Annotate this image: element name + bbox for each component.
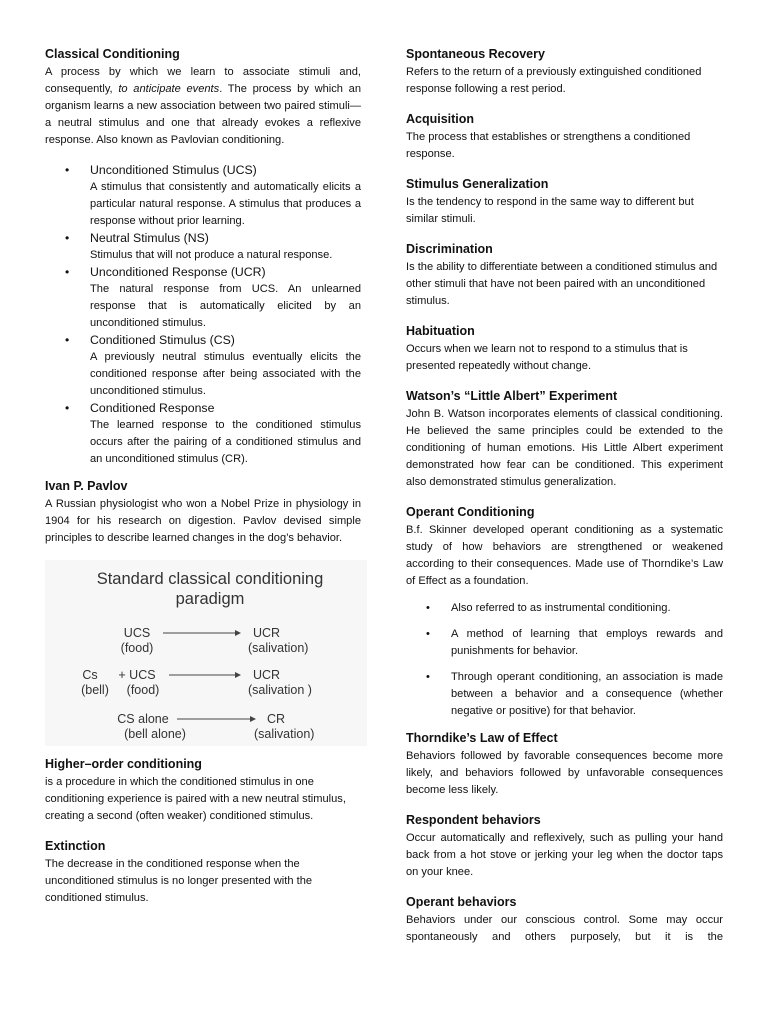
bullet-icon: • [426,602,430,614]
term-definition: The learned response to the conditioned stimulus occurs after the pairing of a conditioned stimulus and an unconditioned stimulus (CR). [90,419,361,465]
respondent-behaviors-text: Occur automatically and reflexively, such as pulling your hand back from a hot stove or jerking your leg when the doctor taps on your knee. [406,832,723,878]
acquisition-heading: Acquisition [406,112,475,126]
higher-order-text: is a procedure in which the conditioned stimulus in one conditioning experience is paired with a new neutral stimulus, creating a second (often weaker) conditioned stimulus. [45,776,346,822]
row1-response: UCR [253,626,281,640]
pavlov-section [45,478,361,547]
term-item [45,230,361,264]
row2-arrowhead-icon [235,672,241,678]
paradigm-svg [45,560,367,746]
operant-bullet-list [406,600,723,720]
habituation-heading: Habituation [406,324,475,338]
respondent-behaviors-section [406,812,723,881]
classical-text-a: A process by which we learn to associate stimuli and, consequently, [45,66,361,95]
term-label: Unconditioned Stimulus (UCS) [90,163,257,177]
conditioning-paradigm-diagram [45,560,367,746]
classical-conditioning-heading: Classical Conditioning [45,47,180,61]
row2-second-stimulus-sub: (food) [126,683,160,697]
habituation-section [406,323,723,375]
term-label: Unconditioned Response (UCR) [90,265,266,279]
diagram-title-line2: paradigm [175,590,245,608]
term-item [45,332,361,400]
list-item [406,626,723,660]
pavlov-text: A Russian physiologist who won a Nobel Prize in physiology in 1904 for his research on digestion. Pavlov devised simple principles to describe learned changes in the dog’s behavior. [45,498,361,544]
acquisition-text: The process that establishes or strengthens a conditioned response. [406,131,691,160]
row1-arrowhead-icon [235,630,241,636]
habituation-text: Occurs when we learn not to respond to a stimulus that is presented repeatedly without change. [406,343,688,372]
generalization-heading: Stimulus Generalization [406,177,549,191]
watson-heading: Watson’s “Little Albert” Experiment [406,389,618,403]
row1-stimulus: UCS [123,626,151,640]
extinction-text: The decrease in the conditioned response when the unconditioned stimulus is no longer presented with the conditioned stimulus. [45,858,313,904]
pavlov-heading: Ivan P. Pavlov [45,479,128,493]
extinction-section [45,838,361,907]
list-item [406,669,723,720]
left-column [45,46,361,920]
classical-conditioning-section [45,46,361,149]
bullet-icon: • [65,333,70,347]
classical-text-b: . The process by which an organism learns a new association between two paired stimuli—a neutral stimulus and one that already evokes a reflexive response. Also known as Pavlovian conditioning. [45,83,361,146]
bullet-icon: • [65,163,70,177]
watson-section [406,388,723,491]
discrimination-text: Is the ability to differentiate between a conditioned stimulus and other stimuli that have not been paired with an unconditioned stimulus. [406,261,718,307]
conditioning-terms-list [45,162,361,468]
extinction-heading: Extinction [45,839,106,853]
list-item [406,600,723,617]
thorndike-heading: Thorndike’s Law of Effect [406,731,558,745]
bullet-text: Also referred to as instrumental conditioning. [451,602,671,614]
row3-stimulus: CS alone [117,712,169,726]
classical-conditioning-text [45,64,361,149]
row1-response-sub: (salivation) [248,641,309,655]
operant-conditioning-heading: Operant Conditioning [406,505,535,519]
discrimination-section [406,241,723,310]
row2-response: UCR [253,668,281,682]
term-label: Conditioned Response [90,401,215,415]
term-label: Conditioned Stimulus (CS) [90,333,235,347]
bullet-icon: • [65,265,70,279]
term-label: Neutral Stimulus (NS) [90,231,209,245]
spontaneous-recovery-heading: Spontaneous Recovery [406,47,545,61]
operant-behaviors-heading: Operant behaviors [406,895,517,909]
acquisition-section [406,111,723,163]
term-item [45,162,361,230]
term-definition: A previously neutral stimulus eventually elicits the conditioned response after being associated with the unconditioned stimulus. [90,351,361,397]
row2-response-sub: (salivation ) [248,683,312,697]
watson-text: John B. Watson incorporates elements of classical conditioning. He believed the same principles could be extended to the conditioning of human emotions. His Little Albert experiment demonstrated how fear can be conditioned. This experiment also demonstrated stimulus generalization. [406,408,723,488]
row3-response-sub: (salivation) [254,727,315,741]
bullet-text: A method of learning that employs rewards and punishments for behavior. [451,628,723,657]
thorndike-text: Behaviors followed by favorable consequences become more likely, and behaviors followed by unfavorable consequences become less likely. [406,750,723,796]
generalization-section [406,176,723,228]
row3-arrowhead-icon [250,716,256,722]
operant-conditioning-text: B.f. Skinner developed operant conditioning as a systematic study of how behaviors are strengthened or weakened according to their consequences. Made use of Thorndike’s Law of Effect as a foundation. [406,524,723,587]
bullet-icon: • [65,231,70,245]
higher-order-section [45,756,361,825]
bullet-icon: • [65,401,70,415]
row3-response: CR [267,712,286,726]
thorndike-section [406,730,723,799]
row2-second-stimulus: + UCS [118,668,156,682]
higher-order-heading: Higher–order conditioning [45,757,202,771]
term-definition: Stimulus that will not produce a natural response. [90,249,333,261]
right-column [406,46,723,959]
classical-text-emphasis: to anticipate events [118,83,220,95]
term-item [45,264,361,332]
term-item [45,400,361,468]
bullet-icon: • [426,671,430,683]
operant-behaviors-text: Behaviors under our conscious control. Some may occur spontaneously and others purposely, but it is the [406,914,723,943]
row2-stimulus: Cs [82,668,98,682]
row1-stimulus-sub: (food) [120,641,154,655]
generalization-text: Is the tendency to respond in the same way to different but similar stimuli. [406,196,694,225]
operant-conditioning-section [406,504,723,720]
term-definition: The natural response from UCS. An unlearned response that is automatically elicited by an unconditioned stimulus. [90,283,361,329]
row2-stimulus-sub: (bell) [81,683,109,697]
diagram-title-line1: Standard classical conditioning [96,570,324,588]
operant-behaviors-section [406,894,723,946]
term-definition: A stimulus that consistently and automatically elicits a particular natural response. A stimulus that produces a response without prior learning. [90,181,361,227]
bullet-icon: • [426,628,430,640]
bullet-text: Through operant conditioning, an association is made between a behavior and a consequence (whether negative or positive) for that behavior. [451,671,723,717]
discrimination-heading: Discrimination [406,242,493,256]
spontaneous-recovery-section [406,46,723,98]
row3-stimulus-sub: (bell alone) [124,727,186,741]
respondent-behaviors-heading: Respondent behaviors [406,813,541,827]
spontaneous-recovery-text: Refers to the return of a previously extinguished conditioned response following a rest period. [406,66,702,95]
